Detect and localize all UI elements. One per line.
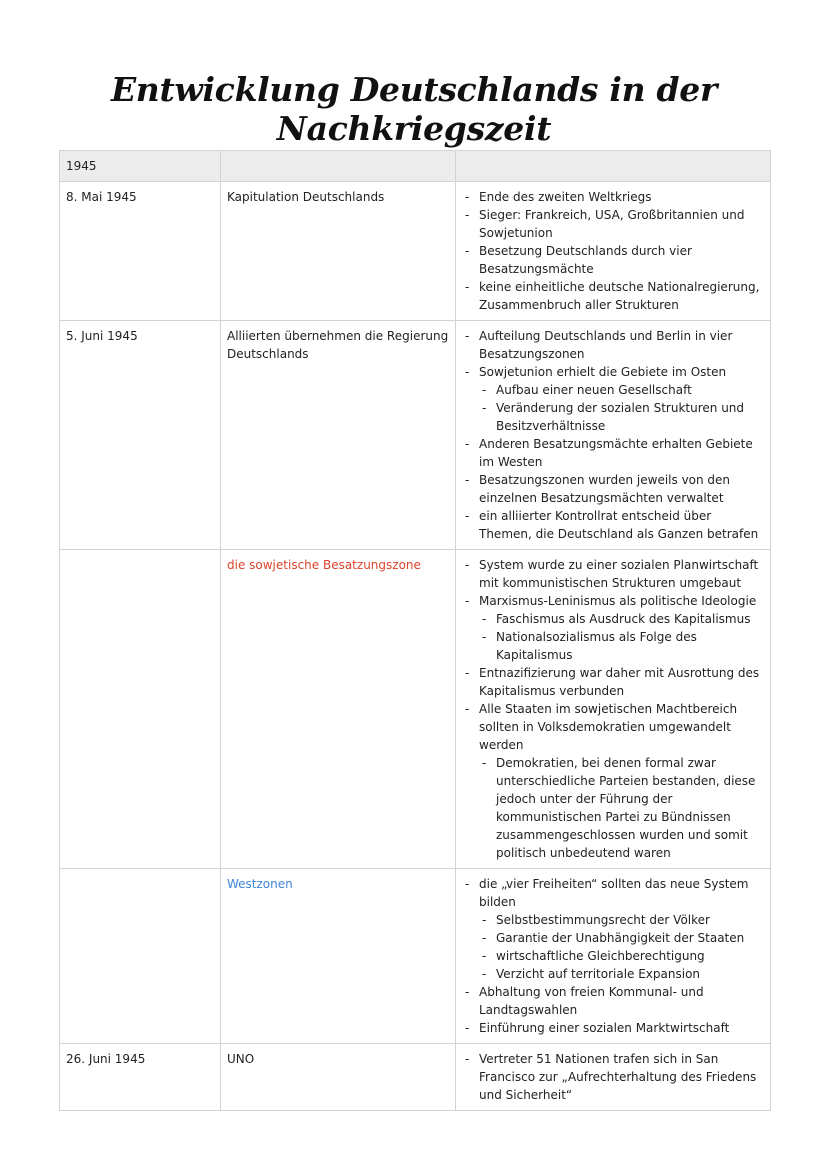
table-row <box>60 321 771 550</box>
list-item <box>462 188 766 206</box>
date-cell: 8. Mai 1945 <box>60 182 221 321</box>
list-item-text: Sieger: Frankreich, USA, Großbritannien und Sowjetunion <box>479 208 745 240</box>
list-item <box>462 278 766 314</box>
list-item-text: Marxismus-Leninismus als politische Ideologie <box>479 594 757 608</box>
list-item-text: System wurde zu einer sozialen Planwirtschaft mit kommunistischen Strukturen umgebaut <box>479 558 759 590</box>
list-item <box>462 327 766 363</box>
table-header-row <box>60 151 771 182</box>
list-item-text: die „vier Freiheiten“ sollten das neue System bilden <box>479 877 749 909</box>
list-item <box>462 1019 766 1037</box>
details-cell <box>456 869 771 1044</box>
list-item <box>462 471 766 507</box>
sub-list-item: - Verzicht auf territoriale Expansion <box>479 965 766 983</box>
details-list <box>462 1050 766 1104</box>
list-item <box>462 242 766 278</box>
list-item-text: ein alliierter Kontrollrat entscheid über Themen, die Deutschland als Ganzen betrafen <box>479 509 759 541</box>
timeline-table <box>59 150 771 1111</box>
details-cell <box>456 550 771 869</box>
list-item-text: Abhaltung von freien Kommunal- und Landtagswahlen <box>479 985 704 1017</box>
date-cell: 5. Juni 1945 <box>60 321 221 550</box>
list-item-text: Besatzungszonen wurden jeweils von den einzelnen Besatzungsmächten verwaltet <box>479 473 731 505</box>
details-cell <box>456 321 771 550</box>
list-item <box>462 363 766 435</box>
sub-list <box>479 754 766 862</box>
list-item <box>462 983 766 1019</box>
list-item-text: Entnazifizierung war daher mit Ausrottung des Kapitalismus verbunden <box>479 666 760 698</box>
event-cell: UNO <box>221 1044 456 1111</box>
sub-list-item: - wirtschaftliche Gleichberechtigung <box>479 947 766 965</box>
list-item <box>462 556 766 592</box>
list-item <box>462 507 766 543</box>
date-cell <box>60 869 221 1044</box>
sub-list-item: - Garantie der Unabhängigkeit der Staaten <box>479 929 766 947</box>
sub-list-item: - Faschismus als Ausdruck des Kapitalismus <box>479 610 766 628</box>
sub-list-item: - Selbstbestimmungsrecht der Völker <box>479 911 766 929</box>
event-cell: Westzonen <box>221 869 456 1044</box>
list-item-text: Einführung einer sozialen Marktwirtschaft <box>479 1021 730 1035</box>
details-cell <box>456 182 771 321</box>
details-list <box>462 556 766 862</box>
list-item <box>462 435 766 471</box>
table-row <box>60 182 771 321</box>
page-title: Entwicklung Deutschlands in der Nachkriegszeit <box>110 70 718 148</box>
list-item <box>462 664 766 700</box>
sub-list <box>479 610 766 664</box>
details-list <box>462 188 766 314</box>
header-event-cell <box>221 151 456 182</box>
details-cell <box>456 1044 771 1111</box>
list-item <box>462 700 766 862</box>
date-cell <box>60 550 221 869</box>
table-row <box>60 550 771 869</box>
list-item-text: Sowjetunion erhielt die Gebiete im Osten <box>479 365 727 379</box>
list-item-text: Alle Staaten im sowjetischen Machtbereich sollten in Volksdemokratien umgewandelt werden <box>479 702 738 752</box>
header-year-cell: 1945 <box>60 151 221 182</box>
list-item-text: Besetzung Deutschlands durch vier Besatzungsmächte <box>479 244 692 276</box>
sub-list-item: - Veränderung der sozialen Strukturen und Besitzverhältnisse <box>479 399 766 435</box>
list-item-text: Vertreter 51 Nationen trafen sich in San Francisco zur „Aufrechterhaltung des Friedens und Sicherheit“ <box>479 1052 757 1102</box>
sub-list <box>479 911 766 983</box>
date-cell: 26. Juni 1945 <box>60 1044 221 1111</box>
list-item <box>462 592 766 664</box>
sub-list-item: - Aufbau einer neuen Gesellschaft <box>479 381 766 399</box>
event-cell: Alliierten übernehmen die Regierung Deutschlands <box>221 321 456 550</box>
sub-list <box>479 381 766 435</box>
sub-list-item: - Nationalsozialismus als Folge des Kapitalismus <box>479 628 766 664</box>
header-details-cell <box>456 151 771 182</box>
table-row <box>60 869 771 1044</box>
event-cell: die sowjetische Besatzungszone <box>221 550 456 869</box>
list-item <box>462 1050 766 1104</box>
details-list <box>462 875 766 1037</box>
sub-list-item: - Demokratien, bei denen formal zwar unterschiedliche Parteien bestanden, diese jedoch unter der Führung der kommunistischen Partei zu Bündnissen zusammengeschlossen wurden und somit politisch unbedeutend waren <box>479 754 766 862</box>
list-item-text: keine einheitliche deutsche Nationalregierung, Zusammenbruch aller Strukturen <box>479 280 760 312</box>
list-item-text: Anderen Besatzungsmächte erhalten Gebiete im Westen <box>479 437 753 469</box>
table-row <box>60 1044 771 1111</box>
list-item-text: Ende des zweiten Weltkriegs <box>479 190 652 204</box>
event-cell: Kapitulation Deutschlands <box>221 182 456 321</box>
details-list <box>462 327 766 543</box>
list-item <box>462 875 766 983</box>
list-item <box>462 206 766 242</box>
list-item-text: Aufteilung Deutschlands und Berlin in vier Besatzungszonen <box>479 329 733 361</box>
